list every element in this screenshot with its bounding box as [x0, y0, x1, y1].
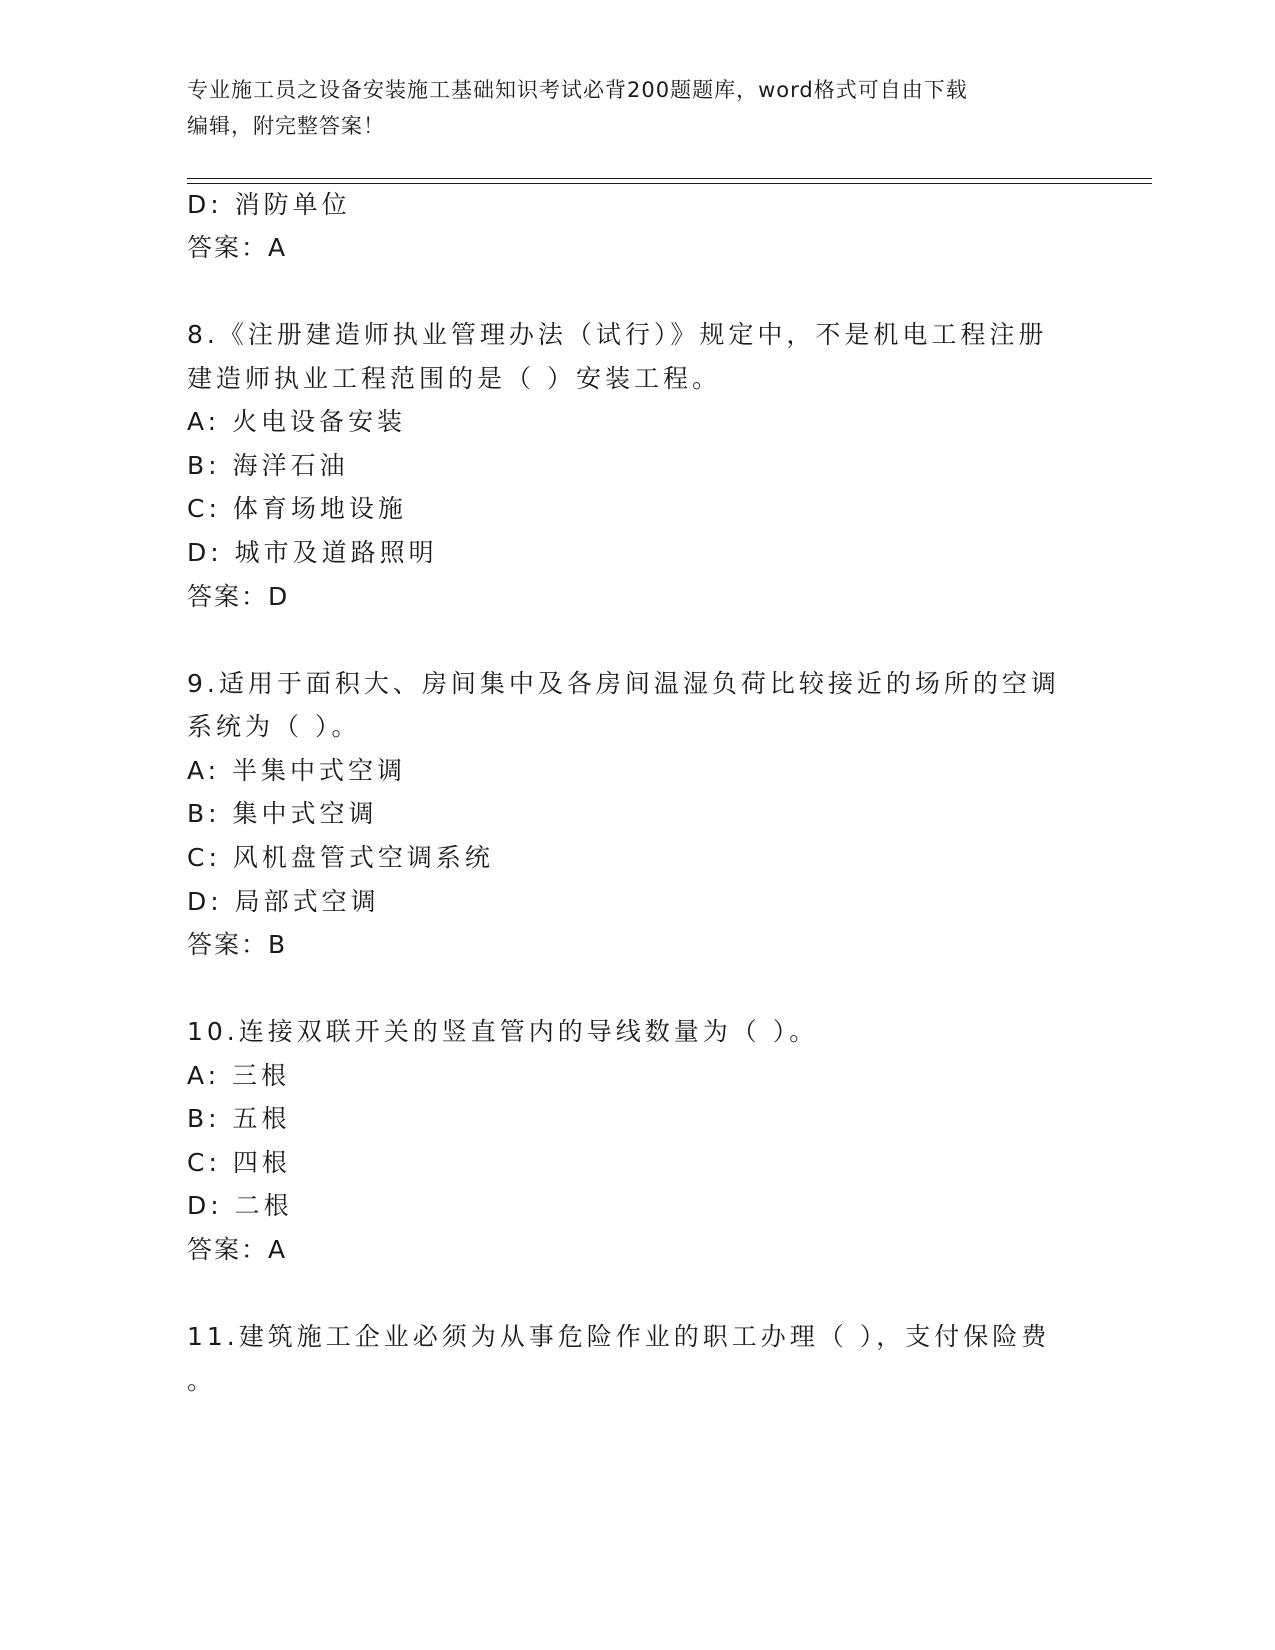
q10-option-b: B: 五根 — [187, 1104, 291, 1133]
q9-option-a: A: 半集中式空调 — [187, 756, 407, 785]
q10-answer: 答案：A — [187, 1235, 288, 1264]
q8-option-a: A: 火电设备安装 — [187, 407, 407, 436]
header-divider-top — [187, 178, 1152, 179]
q8-answer: 答案：D — [187, 582, 290, 611]
document-header — [187, 72, 1067, 144]
header-line-1: 专业施工员之设备安装施工基础知识考试必背200题题库，word格式可自由下载 — [187, 78, 968, 102]
q10-stem-line-1: 10.连接双联开关的竖直管内的导线数量为（ ）。 — [187, 1017, 819, 1046]
q8-option-c: C: 体育场地设施 — [187, 494, 407, 523]
q9-option-b: B: 集中式空调 — [187, 799, 378, 828]
header-divider-bottom — [187, 183, 1152, 184]
q7-option-d: D: 消防单位 — [187, 190, 351, 219]
q9-answer: 答案：B — [187, 930, 288, 959]
q9-stem-line-2: 系统为（ ）。 — [187, 712, 361, 741]
q9-option-d: D: 局部式空调 — [187, 887, 380, 916]
q11-stem-line-1: 11.建筑施工企业必须为从事危险作业的职工办理（ ），支付保险费 — [187, 1322, 1051, 1351]
q9-option-c: C: 风机盘管式空调系统 — [187, 843, 494, 872]
q7-answer: 答案：A — [187, 233, 288, 262]
q10-option-a: A: 三根 — [187, 1061, 291, 1090]
q10-option-d: D: 二根 — [187, 1191, 293, 1220]
q8-option-d: D: 城市及道路照明 — [187, 538, 438, 567]
q10-option-c: C: 四根 — [187, 1148, 291, 1177]
q8-option-b: B: 海洋石油 — [187, 451, 349, 480]
q8-stem-line-2: 建造师执业工程范围的是（ ）安装工程。 — [187, 364, 721, 393]
header-line-2: 编辑，附完整答案！ — [187, 114, 385, 138]
q11-stem-line-2: 。 — [187, 1366, 217, 1395]
q9-stem-line-1: 9.适用于面积大、房间集中及各房间温湿负荷比较接近的场所的空调 — [187, 669, 1060, 698]
q8-stem-line-1: 8.《注册建造师执业管理办法（试行）》规定中，不是机电工程注册 — [187, 320, 1048, 349]
